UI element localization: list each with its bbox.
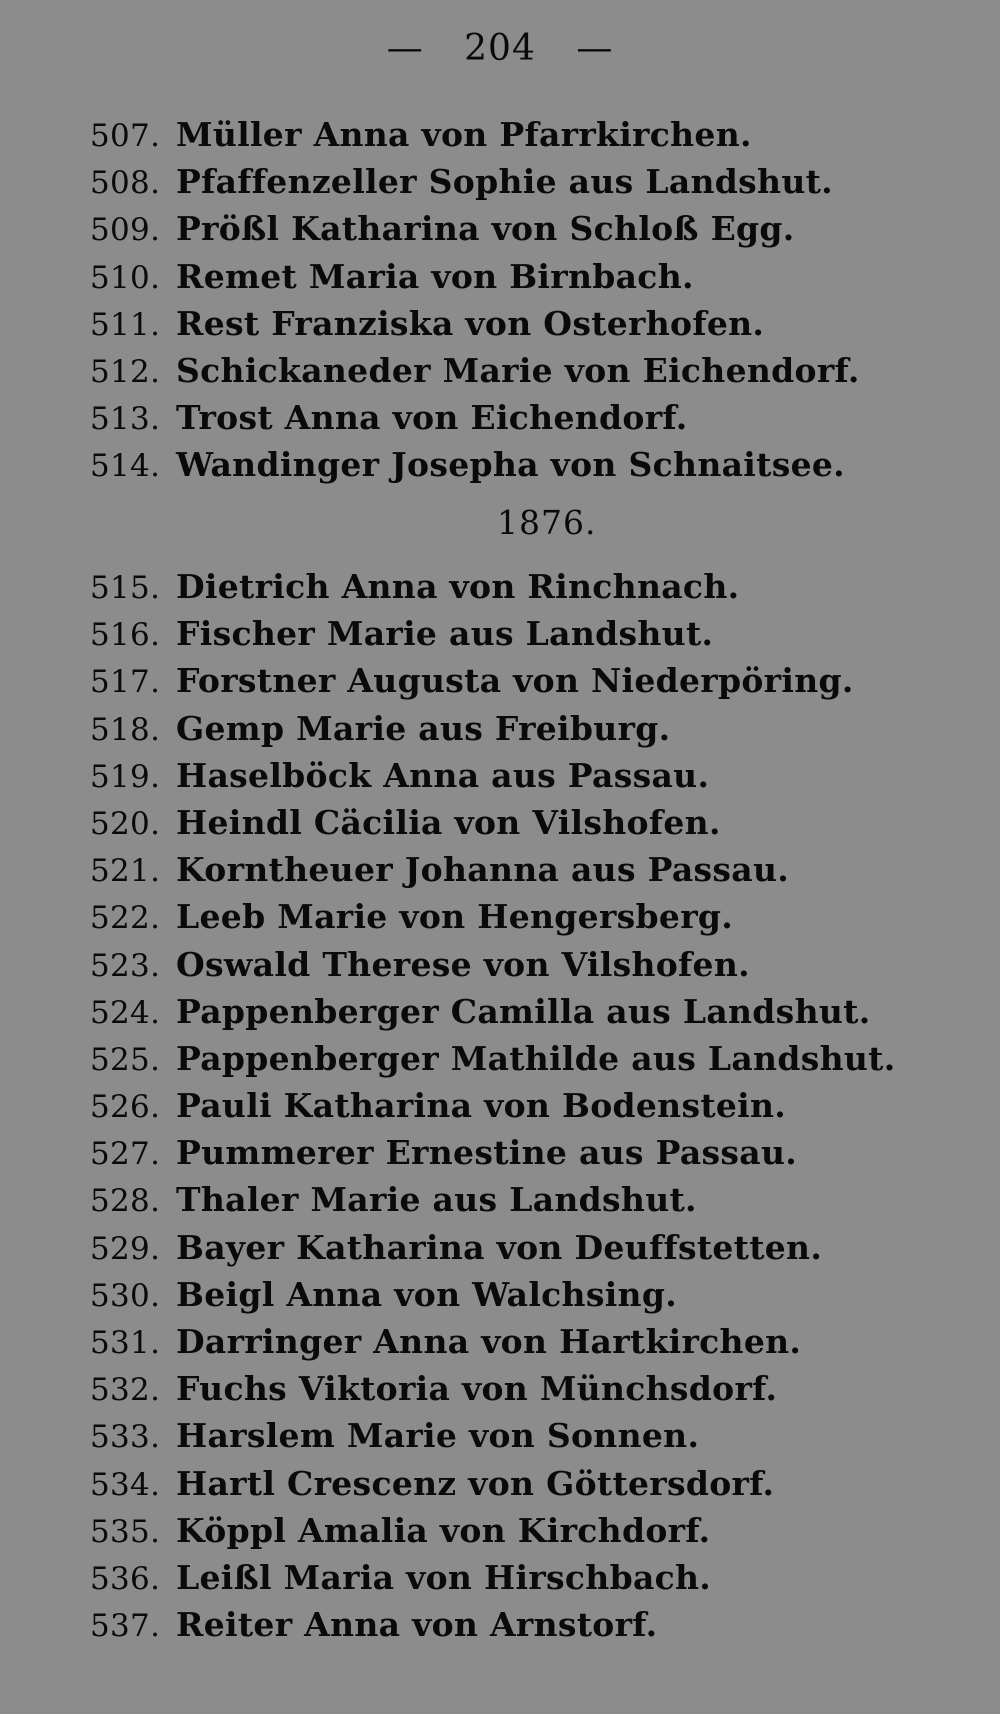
list-item	[90, 300, 860, 347]
entry-number: 523.	[90, 947, 161, 984]
list-item	[90, 394, 860, 441]
entry-list-after-year	[90, 563, 896, 1648]
list-item	[90, 1271, 896, 1318]
list-item	[90, 1412, 896, 1459]
entry-number: 512.	[90, 353, 161, 390]
list-item	[90, 1601, 896, 1648]
entry-number: 510.	[90, 259, 161, 296]
entry-number: 519.	[90, 758, 161, 795]
entry-text: Pappenberger Camilla aus Landshut.	[176, 991, 871, 1031]
list-item	[90, 111, 860, 158]
entry-text: Reiter Anna von Arnstorf.	[176, 1605, 658, 1645]
entry-text: Fuchs Viktoria von Münchsdorf.	[176, 1369, 778, 1409]
list-item	[90, 1365, 896, 1412]
entry-text: Beigl Anna von Walchsing.	[176, 1274, 678, 1314]
list-item	[90, 941, 896, 988]
entry-text: Leeb Marie von Hengersberg.	[176, 897, 734, 937]
entry-number: 535.	[90, 1513, 161, 1550]
entry-number: 511.	[90, 306, 161, 343]
year-heading: 1876.	[497, 503, 597, 542]
entry-text: Pauli Katharina von Bodenstein.	[176, 1086, 787, 1126]
entry-text: Heindl Cäcilia von Vilshofen.	[176, 802, 721, 842]
list-item	[90, 158, 860, 205]
header-dash-right: —	[576, 28, 614, 69]
entry-text: Pfaffenzeller Sophie aus Landshut.	[176, 162, 833, 202]
entry-text: Pummerer Ernestine aus Passau.	[176, 1133, 798, 1173]
entry-text: Forstner Augusta von Niederpöring.	[176, 661, 854, 701]
entry-number: 517.	[90, 664, 161, 701]
list-item	[90, 1507, 896, 1554]
entry-text: Gemp Marie aus Freiburg.	[176, 708, 671, 748]
list-item	[90, 253, 860, 300]
entry-text: Köppl Amalia von Kirchdorf.	[176, 1510, 711, 1550]
list-item	[90, 1318, 896, 1365]
entry-text: Wandinger Josepha von Schnaitsee.	[176, 445, 845, 485]
entry-text: Schickaneder Marie von Eichendorf.	[176, 350, 860, 390]
entry-number: 533.	[90, 1419, 161, 1456]
list-item	[90, 1176, 896, 1223]
entry-number: 536.	[90, 1560, 161, 1597]
entry-number: 537.	[90, 1608, 161, 1645]
list-item	[90, 752, 896, 799]
entry-text: Oswald Therese von Vilshofen.	[176, 944, 750, 984]
entry-text: Korntheuer Johanna aus Passau.	[176, 850, 790, 890]
entry-number: 521.	[90, 853, 161, 890]
list-item	[90, 1460, 896, 1507]
entry-number: 520.	[90, 805, 161, 842]
list-item	[90, 347, 860, 394]
entry-number: 522.	[90, 900, 161, 937]
list-item	[90, 846, 896, 893]
entry-text: Trost Anna von Eichendorf.	[176, 398, 688, 438]
list-item	[90, 205, 860, 252]
entry-text: Bayer Katharina von Deuffstetten.	[176, 1227, 823, 1267]
entry-number: 509.	[90, 212, 161, 249]
list-item	[90, 705, 896, 752]
entry-text: Hartl Crescenz von Göttersdorf.	[176, 1463, 775, 1503]
entry-text: Darringer Anna von Hartkirchen.	[176, 1322, 802, 1361]
entry-number: 529.	[90, 1230, 161, 1267]
entry-text: Dietrich Anna von Rinchnach.	[176, 567, 740, 606]
entry-list-before-year	[90, 111, 860, 489]
entry-text: Leißl Maria von Hirschbach.	[176, 1557, 712, 1597]
entry-text: Fischer Marie aus Landshut.	[176, 614, 714, 654]
entry-number: 527.	[90, 1136, 161, 1173]
list-item	[90, 799, 896, 846]
page-number: 204	[464, 28, 536, 69]
entry-number: 514.	[90, 448, 161, 485]
list-item	[90, 988, 896, 1035]
list-item	[90, 1035, 896, 1082]
entry-number: 531.	[90, 1325, 161, 1361]
list-item	[90, 610, 896, 657]
entry-text: Müller Anna von Pfarrkirchen.	[176, 115, 752, 154]
entry-number: 534.	[90, 1466, 161, 1503]
entry-number: 530.	[90, 1277, 161, 1314]
entry-number: 516.	[90, 617, 161, 654]
list-item	[90, 1129, 896, 1176]
list-item	[90, 563, 896, 610]
entry-number: 508.	[90, 165, 161, 202]
entry-text: Haselböck Anna aus Passau.	[176, 755, 710, 795]
entry-number: 513.	[90, 401, 161, 438]
entry-number: 507.	[90, 118, 161, 154]
list-item	[90, 657, 896, 704]
entry-number: 515.	[90, 570, 161, 606]
entry-number: 525.	[90, 1041, 161, 1078]
page-header	[0, 28, 1000, 69]
entry-text: Harslem Marie von Sonnen.	[176, 1416, 700, 1456]
list-item	[90, 441, 860, 488]
header-dash-left: —	[386, 28, 424, 69]
entry-number: 532.	[90, 1372, 161, 1409]
entry-number: 526.	[90, 1089, 161, 1126]
entry-text: Prößl Katharina von Schloß Egg.	[176, 209, 795, 249]
entry-number: 518.	[90, 711, 161, 748]
entry-number: 528.	[90, 1183, 161, 1220]
list-item	[90, 893, 896, 940]
list-item	[90, 1224, 896, 1271]
entry-text: Thaler Marie aus Landshut.	[176, 1180, 697, 1220]
entry-text: Rest Franziska von Osterhofen.	[176, 303, 765, 343]
entry-text: Pappenberger Mathilde aus Landshut.	[176, 1038, 896, 1078]
entry-text: Remet Maria von Birnbach.	[176, 256, 694, 296]
entry-number: 524.	[90, 994, 161, 1031]
list-item	[90, 1082, 896, 1129]
list-item	[90, 1554, 896, 1601]
